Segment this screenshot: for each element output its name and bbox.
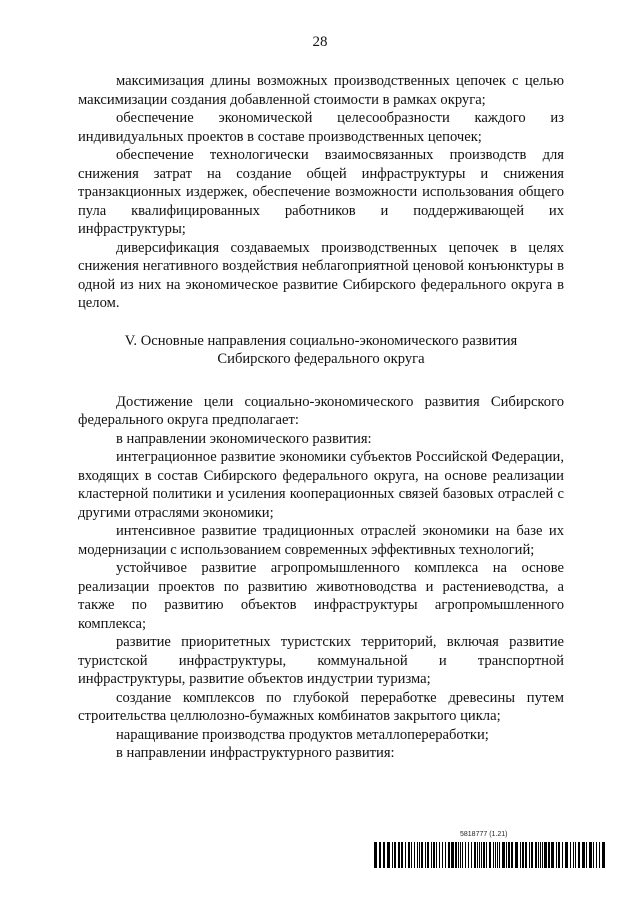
paragraph-bottom-2: в направлении экономического развития:: [116, 430, 372, 447]
section-heading-line-2: Сибирского федерального округа: [217, 351, 425, 367]
paragraph-bottom-6: развитие приоритетных туристских территорий, включая развитие туристской инфраструктуры, коммунальной и транспортной инфраструктуры, развитие объектов индустрии туризма;: [78, 634, 564, 687]
paragraph-top-1: максимизация длины возможных производственных цепочек с целью максимизации создания добавленной стоимости в рамках округа;: [78, 73, 564, 108]
section-heading: [78, 332, 564, 369]
barcode: [374, 831, 607, 871]
paragraph-top-4: диверсификация создаваемых производственных цепочек в целях снижения негативного воздействия неблагоприятной ценовой конъюнктуры в одной из них на экономическое развитие Сибирского федерального округа в целом.: [78, 239, 564, 311]
paragraph-bottom-9: в направлении инфраструктурного развития:: [116, 745, 395, 761]
barcode-caption: 5818777 (1.21): [460, 831, 508, 838]
paragraph-bottom-4: интенсивное развитие традиционных отраслей экономики на базе их модернизации с использованием современных эффективных технологий;: [78, 523, 564, 558]
page-number: 28: [312, 34, 328, 50]
paragraph-top-3: обеспечение технологически взаимосвязанных производств для снижения затрат на создание общей инфраструктуры и снижения транзакционных издержек, обеспечение возможности использования общего пула квалифицированных работников и поддерживающей их инфраструктуры;: [78, 147, 564, 237]
paragraph-bottom-3: интеграционное развитие экономики субъектов Российской Федерации, входящих в состав Сибирского федерального округа, на основе реализации кластерной политики и усиления кооперационных связей базовых отраслей с другими отраслями экономики;: [78, 449, 564, 521]
document-body: [78, 72, 564, 763]
paragraph-bottom-7: создание комплексов по глубокой переработке древесины путем строительства целлюлозно-бумажных комбинатов закрытого цикла;: [78, 689, 564, 724]
section-heading-line-1: V. Основные направления социально-экономического развития: [124, 332, 518, 349]
paragraph-bottom-8: наращивание производства продуктов металлопереработки;: [116, 726, 489, 743]
paragraph-bottom-1: Достижение цели социально-экономического развития Сибирского федерального округа предполагает:: [78, 393, 564, 428]
paragraph-bottom-5: устойчивое развитие агропромышленного комплекса на основе реализации проектов по развитию животноводства и растениеводства, а также по развитию объектов инфраструктуры агропромышленного комплекса;: [78, 560, 564, 632]
barcode-icon: [374, 842, 607, 868]
paragraph-top-2: обеспечение экономической целесообразности каждого из индивидуальных проектов в составе производственных цепочек;: [78, 110, 564, 145]
